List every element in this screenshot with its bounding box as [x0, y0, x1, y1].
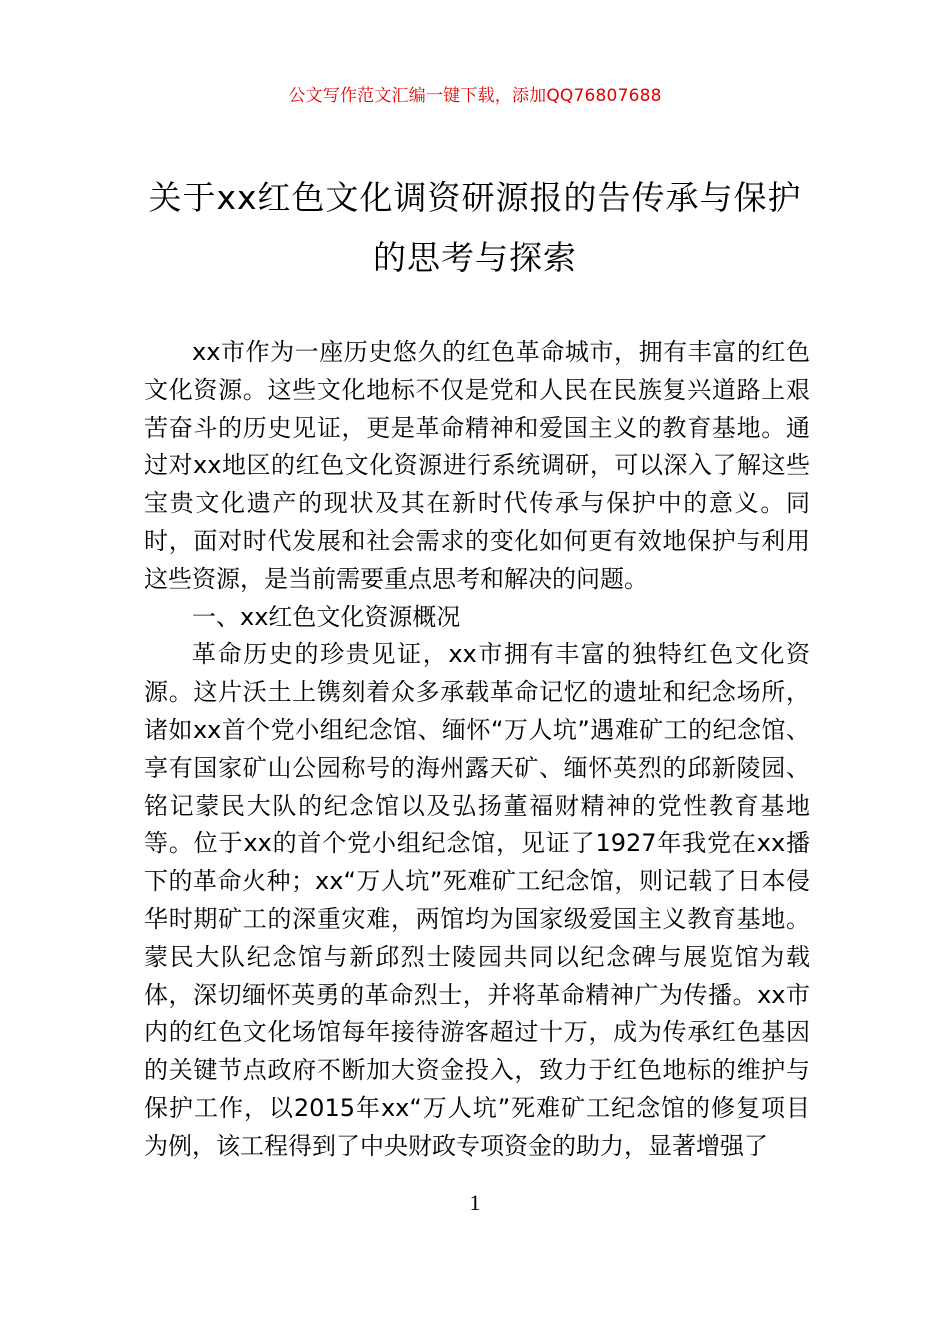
document-body — [144, 334, 810, 1166]
document-title: 关于xx红色文化调资研源报的告传承与保护的思考与探索 — [148, 178, 802, 277]
header-note: 公文写作范文汇编一键下载，添加QQ76807688 — [288, 86, 662, 106]
section-heading: 一、xx红色文化资源概况 — [192, 602, 461, 631]
paragraph-overview: 革命历史的珍贵见证，xx市拥有丰富的独特红色文化资源。这片沃土上镌刻着众多承载革命记忆的遗址和纪念场所，诸如xx首个党小组纪念馆、缅怀“万人坑”遇难矿工的纪念馆、享有国家矿山公园称号的海州露天矿、缅怀英烈的邱新陵园、铭记蒙民大队的纪念馆以及弘扬董福财精神的党性教育基地等。位于xx的首个党小组纪念馆，见证了1927年我党在xx播下的革命火种；xx“万人坑”死难矿工纪念馆，则记载了日本侵华时期矿工的深重灾难，两馆均为国家级爱国主义教育基地。蒙民大队纪念馆与新邱烈士陵园共同以纪念碑与展览馆为载体，深切缅怀英勇的革命烈士，并将革命精神广为传播。xx市内的红色文化场馆每年接待游客超过十万，成为传承红色基因的关键节点政府不断加大资金投入，致力于红色地标的维护与保护工作，以2015年xx“万人坑”死难矿工纪念馆的修复项目为例，该工程得到了中央财政专项资金的助力，显著增强了 — [144, 640, 810, 1160]
page-number: 1 — [469, 1190, 481, 1215]
paragraph-intro: xx市作为一座历史悠久的红色革命城市，拥有丰富的红色文化资源。这些文化地标不仅是党和人民在民族复兴道路上艰苦奋斗的历史见证，更是革命精神和爱国主义的教育基地。通过对xx地区的红色文化资源进行系统调研，可以深入了解这些宝贵文化遗产的现状及其在新时代传承与保护中的意义。同时，面对时代发展和社会需求的变化如何更有效地保护与利用这些资源，是当前需要重点思考和解决的问题。 — [144, 338, 810, 593]
